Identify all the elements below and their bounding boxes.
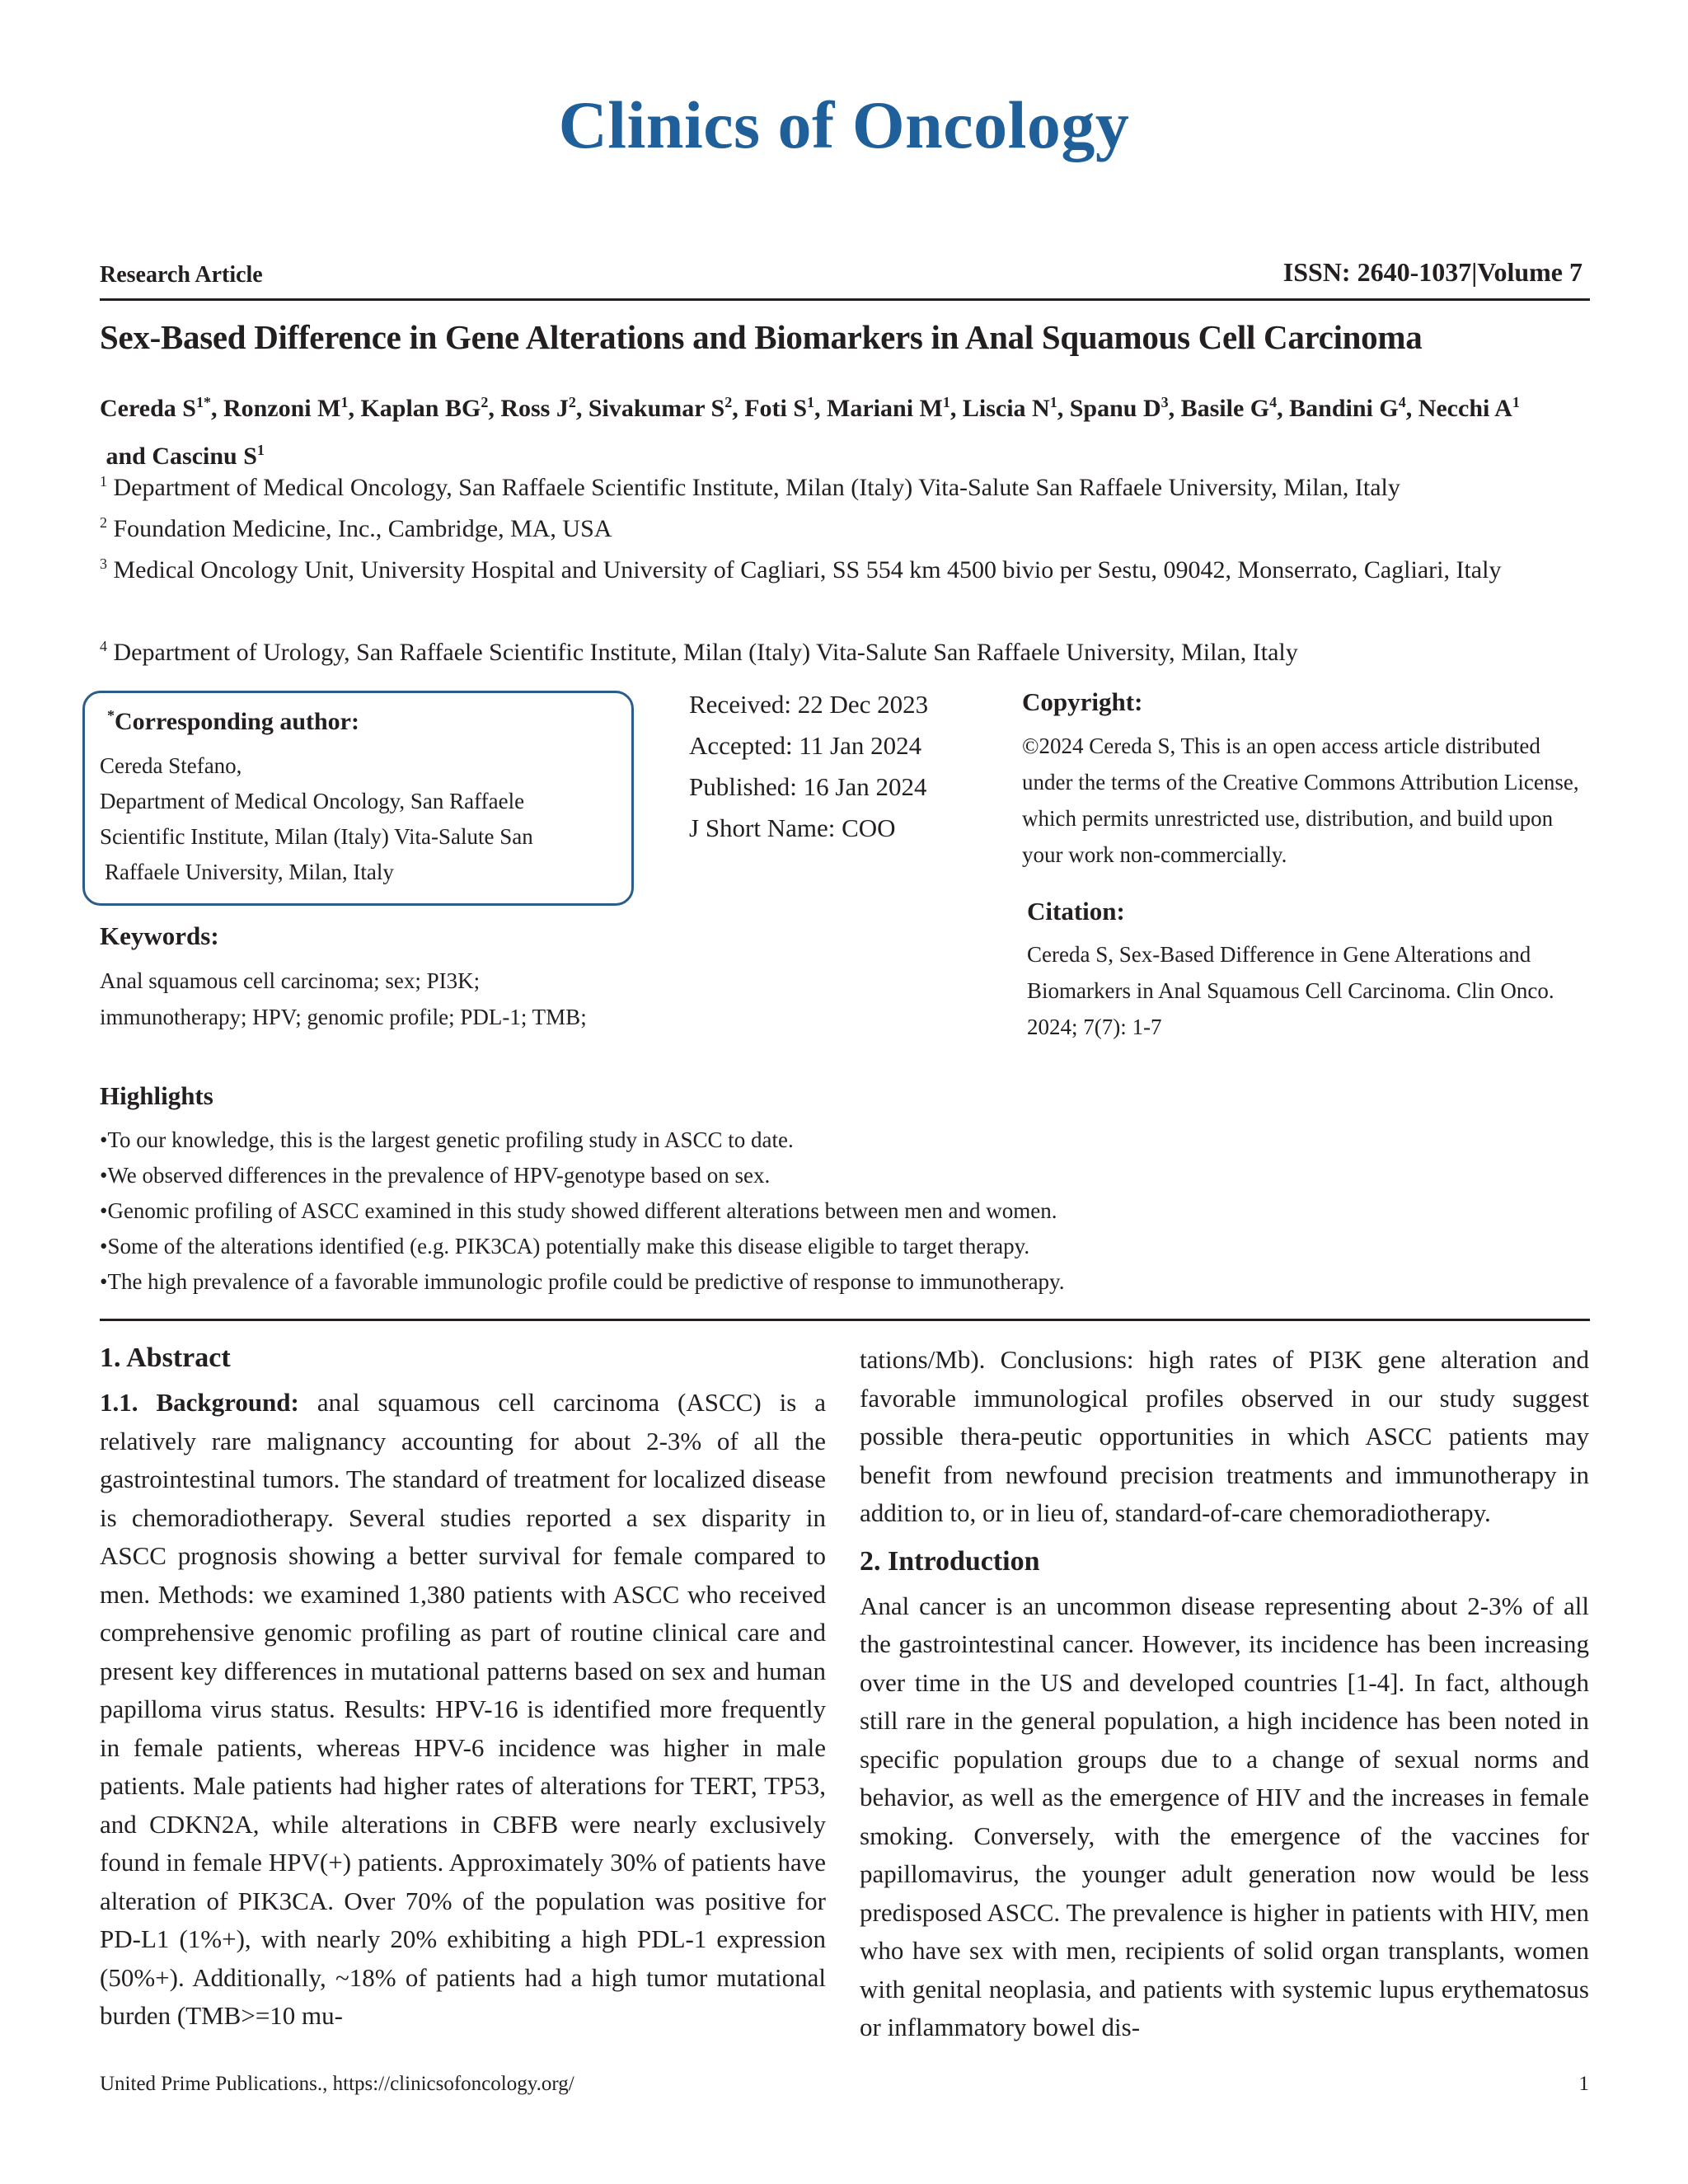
author-affiliation-mark: 1* <box>195 394 211 410</box>
author-affiliation-mark: 1 <box>340 394 349 410</box>
author-separator: and <box>100 443 152 470</box>
citation-title: Citation: <box>1027 897 1125 926</box>
affiliation-3 <box>100 543 1588 591</box>
highlight-item: •Genomic profiling of ASCC examined in this study showed different alterations between men and women. <box>100 1198 1057 1223</box>
highlight-item: •Some of the alterations identified (e.g. PIK3CA) potentially make this disease eligible to target therapy. <box>100 1234 1030 1258</box>
affiliation-number: 1 <box>100 473 107 490</box>
abstract-continued: tations/Mb). Conclusions: high rates of PI3K gene alteration and favorable immunological profiles observed in our study suggest possible thera-peutic opportunities in which ASCC patients may benefit from newfound precision treatments and immunotherapy in addition to, or in lieu of, standard-of-care chemoradiotherapy. <box>860 1345 1589 1527</box>
affiliation-number: 3 <box>100 555 107 572</box>
affiliation-number: 2 <box>100 514 107 531</box>
author-separator: , <box>488 395 501 422</box>
keywords-title: Keywords: <box>100 921 219 950</box>
author-name: Spanu D <box>1069 395 1161 422</box>
author-affiliation-mark: 3 <box>1160 394 1169 410</box>
highlights-list <box>100 1122 1583 1300</box>
highlight-item: •To our knowledge, this is the largest genetic profiling study in ASCC to date. <box>100 1127 794 1152</box>
author-name: Cereda S <box>100 395 196 422</box>
citation-text: Cereda S, Sex-Based Difference in Gene Alterations and Biomarkers in Anal Squamous Cell Carcinoma. Clin Onco. 2024; 7(7): 1-7 <box>1027 942 1554 1039</box>
background-label: 1.1. Background: <box>100 1388 299 1417</box>
author-affiliation-mark: 1 <box>1049 394 1057 410</box>
introduction-heading: 2. Introduction <box>860 1545 1040 1577</box>
copyright-title: Copyright: <box>1022 687 1143 716</box>
author-separator: , <box>950 395 963 422</box>
author-separator: , <box>1405 395 1418 422</box>
left-column <box>100 1338 826 2036</box>
affiliation-text: Foundation Medicine, Inc., Cambridge, MA, USA <box>113 515 612 542</box>
article-title: Sex-Based Difference in Gene Alterations and Biomarkers in Anal Squamous Cell Carcinoma <box>100 318 1423 356</box>
affiliation-4 <box>100 626 1588 673</box>
article-type: Research Article <box>100 262 263 288</box>
highlight-item: •We observed differences in the prevalence of HPV-genotype based on sex. <box>100 1163 771 1188</box>
author-name: Sivakumar S <box>588 395 725 422</box>
received-date: Received: 22 Dec 2023 <box>689 690 929 719</box>
keywords-text: Anal squamous cell carcinoma; sex; PI3K; immunotherapy; HPV; genomic profile; PDL-1; TMB; <box>100 968 587 1029</box>
copyright-text: ©2024 Cereda S, This is an open access article distributed under the terms of the Creative Commons Attribution License, which permits unrestricted use, distribution, and build upon your work non-commercially. <box>1022 733 1579 867</box>
author-affiliation-mark: 1 <box>807 394 815 410</box>
author-separator: , <box>814 395 828 422</box>
abstract-heading: 1. Abstract <box>100 1343 231 1373</box>
author-affiliation-mark: 1 <box>256 442 265 458</box>
author-name: Bandini G <box>1289 395 1399 422</box>
author-separator: , <box>732 395 745 422</box>
highlight-item: •The high prevalence of a favorable immunologic profile could be predictive of response to immunotherapy. <box>100 1269 1065 1294</box>
footer-publisher: United Prime Publications., https://clinicsofoncology.org/ <box>100 2073 574 2095</box>
issn-volume: ISSN: 2640-1037|Volume 7 <box>1282 257 1582 287</box>
section-rule <box>100 1319 1590 1321</box>
author-name: Liscia N <box>962 395 1050 422</box>
affiliation-text: Department of Medical Oncology, San Raffaele Scientific Institute, Milan (Italy) Vita-Salute San Raffaele University, Milan, Italy <box>113 474 1400 501</box>
affiliation-text: Medical Oncology Unit, University Hospital and University of Cagliari, SS 554 km 4500 bivio per Sestu, 09042, Monserrato, Cagliari, Italy <box>113 556 1502 583</box>
right-column <box>860 1338 1589 2047</box>
author-affiliation-mark: 1 <box>942 394 950 410</box>
author-separator: , <box>1168 395 1181 422</box>
introduction-text: Anal cancer is an uncommon disease representing about 2-3% of all the gastrointestinal cancer. However, its incidence has been increasing over time in the US and developed countries [1-4]. In fact, although still rare in the general population, a high incidence has been noted in specific population groups due to a change of sexual norms and behavior, as well as the emergence of HIV and the increases in female smoking. Conversely, with the emergence of the vaccines for papillomavirus, the younger adult generation now would be less predisposed ASCC. The prevalence is higher in patients with HIV, men who have sex with men, recipients of solid organ transplants, women with genital neoplasia, and patients with systemic lupus erythematosus or inflammatory bowel dis- <box>860 1591 1589 2041</box>
affiliation-text: Department of Urology, San Raffaele Scientific Institute, Milan (Italy) Vita-Salute San Raffaele University, Milan, Italy <box>113 639 1298 666</box>
corresponding-line: Scientific Institute, Milan (Italy) Vita-Salute San <box>100 824 533 849</box>
accepted-date: Accepted: 11 Jan 2024 <box>689 731 922 760</box>
abstract-text: anal squamous cell carcinoma (ASCC) is a relatively rare malignancy accounting for about 2-3% of all the gastrointestinal tumors. The standard of treatment for localized disease is chemoradiotherapy. Several studies reported a sex disparity in ASCC prognosis showing a better survival for female compared to men. Methods: we examined 1,380 patients with ASCC who received comprehensive genomic profiling as part of routine clinical care and present key differences in mutational patterns based on sex and human papilloma virus status. Results: HPV-16 is identified more frequently in female patients, whereas HPV-6 incidence was higher in male patients. Male patients had higher rates of alterations for TERT, TP53, and CDKN2A, while alterations in CBFB were nearly exclusively found in female HPV(+) patients. Approximately 30% of patients have alteration of PIK3CA. Over 70% of the population was positive for PD-L1 (1%+), with nearly 20% exhibiting a high PDL-1 expression (50%+). Additionally, ~18% of patients had a high tumor mutational burden (TMB>=10 mu- <box>100 1388 827 2030</box>
author-name: Cascinu S <box>152 443 257 470</box>
author-separator: , <box>1277 395 1290 422</box>
author-name: Necchi A <box>1418 395 1512 422</box>
author-name: Mariani M <box>827 395 943 422</box>
corresponding-line: Department of Medical Oncology, San Raffaele <box>100 789 525 813</box>
header-rule <box>100 298 1590 301</box>
author-affiliation-mark: 4 <box>1398 394 1406 410</box>
author-separator: , <box>348 395 361 422</box>
corresponding-author-title: *Corresponding author: <box>107 707 359 735</box>
author-name: Kaplan BG <box>360 395 481 422</box>
author-name: Foti S <box>744 395 808 422</box>
corresponding-line: Raffaele University, Milan, Italy <box>105 860 394 884</box>
author-separator: , <box>210 395 223 422</box>
author-separator: , <box>575 395 588 422</box>
author-name: Ronzoni M <box>223 395 341 422</box>
author-name: Ross J <box>500 395 569 422</box>
author-affiliation-mark: 4 <box>1269 394 1278 410</box>
corresponding-line: Cereda Stefano, <box>100 753 242 778</box>
author-affiliation-mark: 1 <box>1512 394 1520 410</box>
highlights-title: Highlights <box>100 1081 213 1110</box>
author-name: Basile G <box>1180 395 1270 422</box>
abstract-body <box>100 1384 826 2036</box>
author-affiliation-mark: 2 <box>481 394 489 410</box>
page-number: 1 <box>1578 2073 1589 2095</box>
author-affiliation-mark: 2 <box>568 394 576 410</box>
author-affiliation-mark: 2 <box>724 394 733 410</box>
affiliation-number: 4 <box>100 638 107 654</box>
journal-short-name: J Short Name: COO <box>689 813 896 842</box>
author-separator: , <box>1057 395 1070 422</box>
published-date: Published: 16 Jan 2024 <box>689 772 927 801</box>
journal-title: Clinics of Oncology <box>558 87 1130 162</box>
article-dates <box>689 684 928 849</box>
